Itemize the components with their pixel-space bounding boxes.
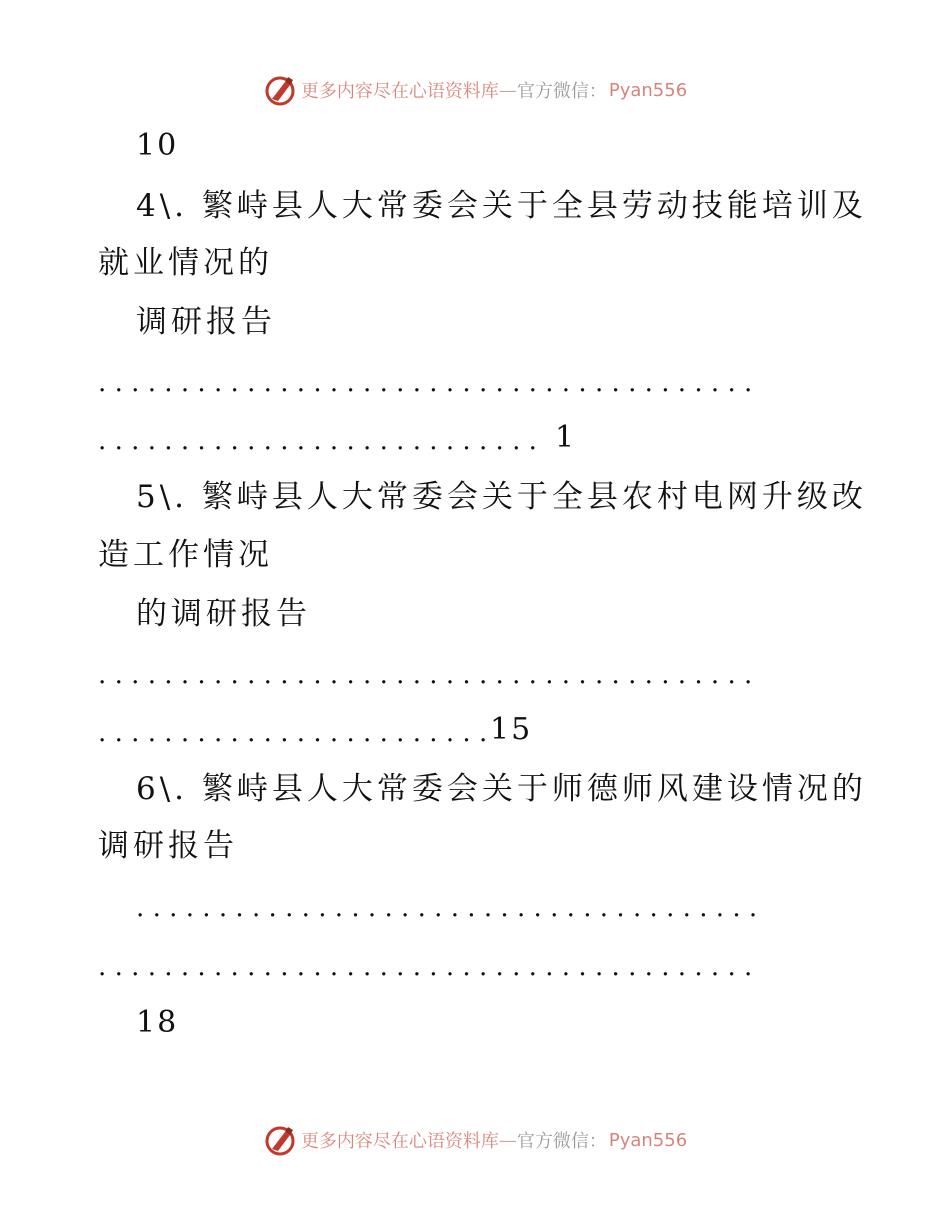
footer-banner: [0, 1120, 950, 1160]
toc-entry-5-title-line1: 5\. 繁峙县人大常委会关于全县农村电网升级改: [136, 479, 867, 515]
toc-entry-4-leader-dots1: ........................................: [98, 368, 761, 398]
toc-entry-4-title-line1: 4\. 繁峙县人大常委会关于全县劳动技能培训及: [136, 188, 867, 224]
toc-entry-6-title-line1: 6\. 繁峙县人大常委会关于师德师风建设情况的: [136, 771, 867, 807]
toc-entry-6-leader-dots1: ......................................: [136, 893, 766, 923]
pen-logo-icon: [263, 73, 297, 107]
toc-entry-5-page-number: 15: [490, 712, 533, 747]
banner-dash: —: [498, 1129, 517, 1151]
header-banner: [0, 70, 950, 110]
toc-entry-4-title-line3: 调研报告: [136, 304, 276, 340]
banner-site-text: 更多内容尽在心语资料库: [300, 81, 499, 102]
toc-entry-6-title-line2: 调研报告: [98, 828, 238, 864]
toc-entry-6-leader-dots2: ........................................: [98, 952, 761, 982]
toc-entry-5-title-line3: 的调研报告: [136, 596, 311, 632]
banner-wechat-id: Pyan556: [608, 79, 688, 101]
banner-wechat-label: 官方微信：: [516, 81, 607, 102]
banner-wechat-id: Pyan556: [608, 1129, 688, 1151]
toc-entry-4-page-number: 1: [555, 420, 577, 455]
banner-dash: —: [498, 79, 517, 101]
toc-entry-5-leader-dots1: ........................................: [98, 660, 761, 690]
banner-site-text: 更多内容尽在心语资料库: [300, 1131, 499, 1152]
banner-wechat-label: 官方微信：: [516, 1131, 607, 1152]
toc-lead-page-number: 10: [136, 128, 179, 163]
toc-entry-6-page-number: 18: [136, 1005, 179, 1040]
toc-entry-5-title-line2: 造工作情况: [98, 537, 273, 573]
pen-logo-icon: [263, 1123, 297, 1157]
toc-entry-4-title-line2: 就业情况的: [98, 245, 273, 281]
toc-entry-5-leader-dots2: ........................: [98, 718, 496, 748]
toc-entry-4-leader-dots2: ...........................: [98, 426, 546, 456]
